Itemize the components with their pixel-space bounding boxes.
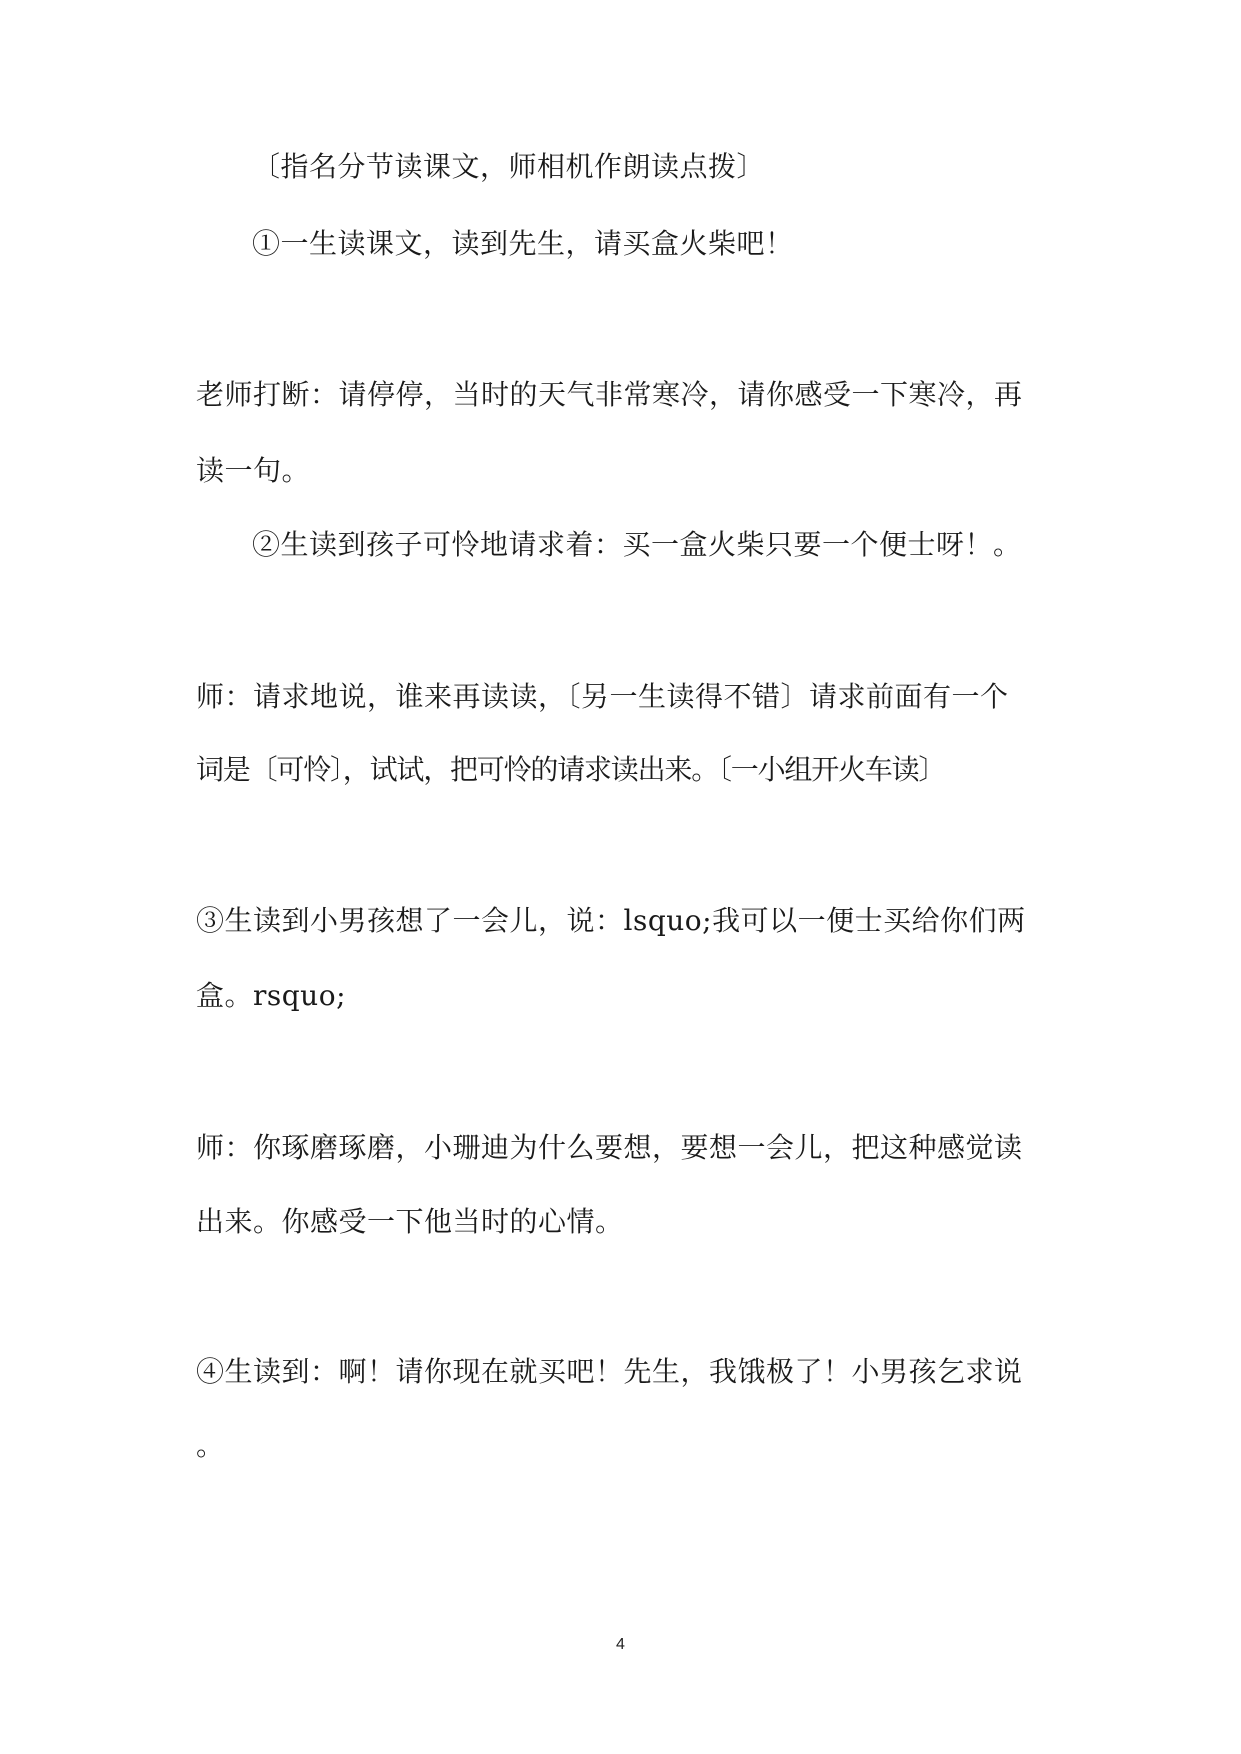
paragraph-teacher-3-line-2: 出来。你感受一下他当时的心情。 xyxy=(196,1205,624,1238)
paragraph-teacher-3-line-1: 师：你琢磨琢磨，小珊迪为什么要想，要想一会儿，把这种感觉读 xyxy=(196,1131,1023,1164)
paragraph-reading-3-line-2: 盒。rsquo; xyxy=(196,979,347,1012)
paragraph-reading-3-line-1: ③生读到小男孩想了一会儿，说：lsquo;我可以一便士买给你们两 xyxy=(196,904,1026,937)
paragraph-teacher-1-line-2: 读一句。 xyxy=(196,454,311,487)
paragraph-reading-2: ②生读到孩子可怜地请求着：买一盒火柴只要一个便士呀！。 xyxy=(252,528,1022,561)
paragraph-teacher-2-line-1: 师：请求地说，谁来再读读，〔另一生读得不错〕请求前面有一个 xyxy=(196,680,1009,713)
paragraph-reading-4-line-1: ④生读到：啊！请你现在就买吧！先生，我饿极了！小男孩乞求说 xyxy=(196,1355,1023,1388)
page-number: 4 xyxy=(616,1636,625,1653)
paragraph-reading-1: ①一生读课文，读到先生，请买盒火柴吧！ xyxy=(252,227,794,260)
paragraph-teacher-1-line-1: 老师打断：请停停，当时的天气非常寒冷，请你感受一下寒冷，再 xyxy=(196,378,1023,411)
paragraph-teacher-2-line-2: 词是〔可怜〕，试试，把可怜的请求读出来。〔一小组开火车读〕 xyxy=(196,753,946,786)
paragraph-reading-4-line-2: 。 xyxy=(196,1429,225,1462)
paragraph-instruction: 〔指名分节读课文，师相机作朗读点拨〕 xyxy=(252,150,766,183)
